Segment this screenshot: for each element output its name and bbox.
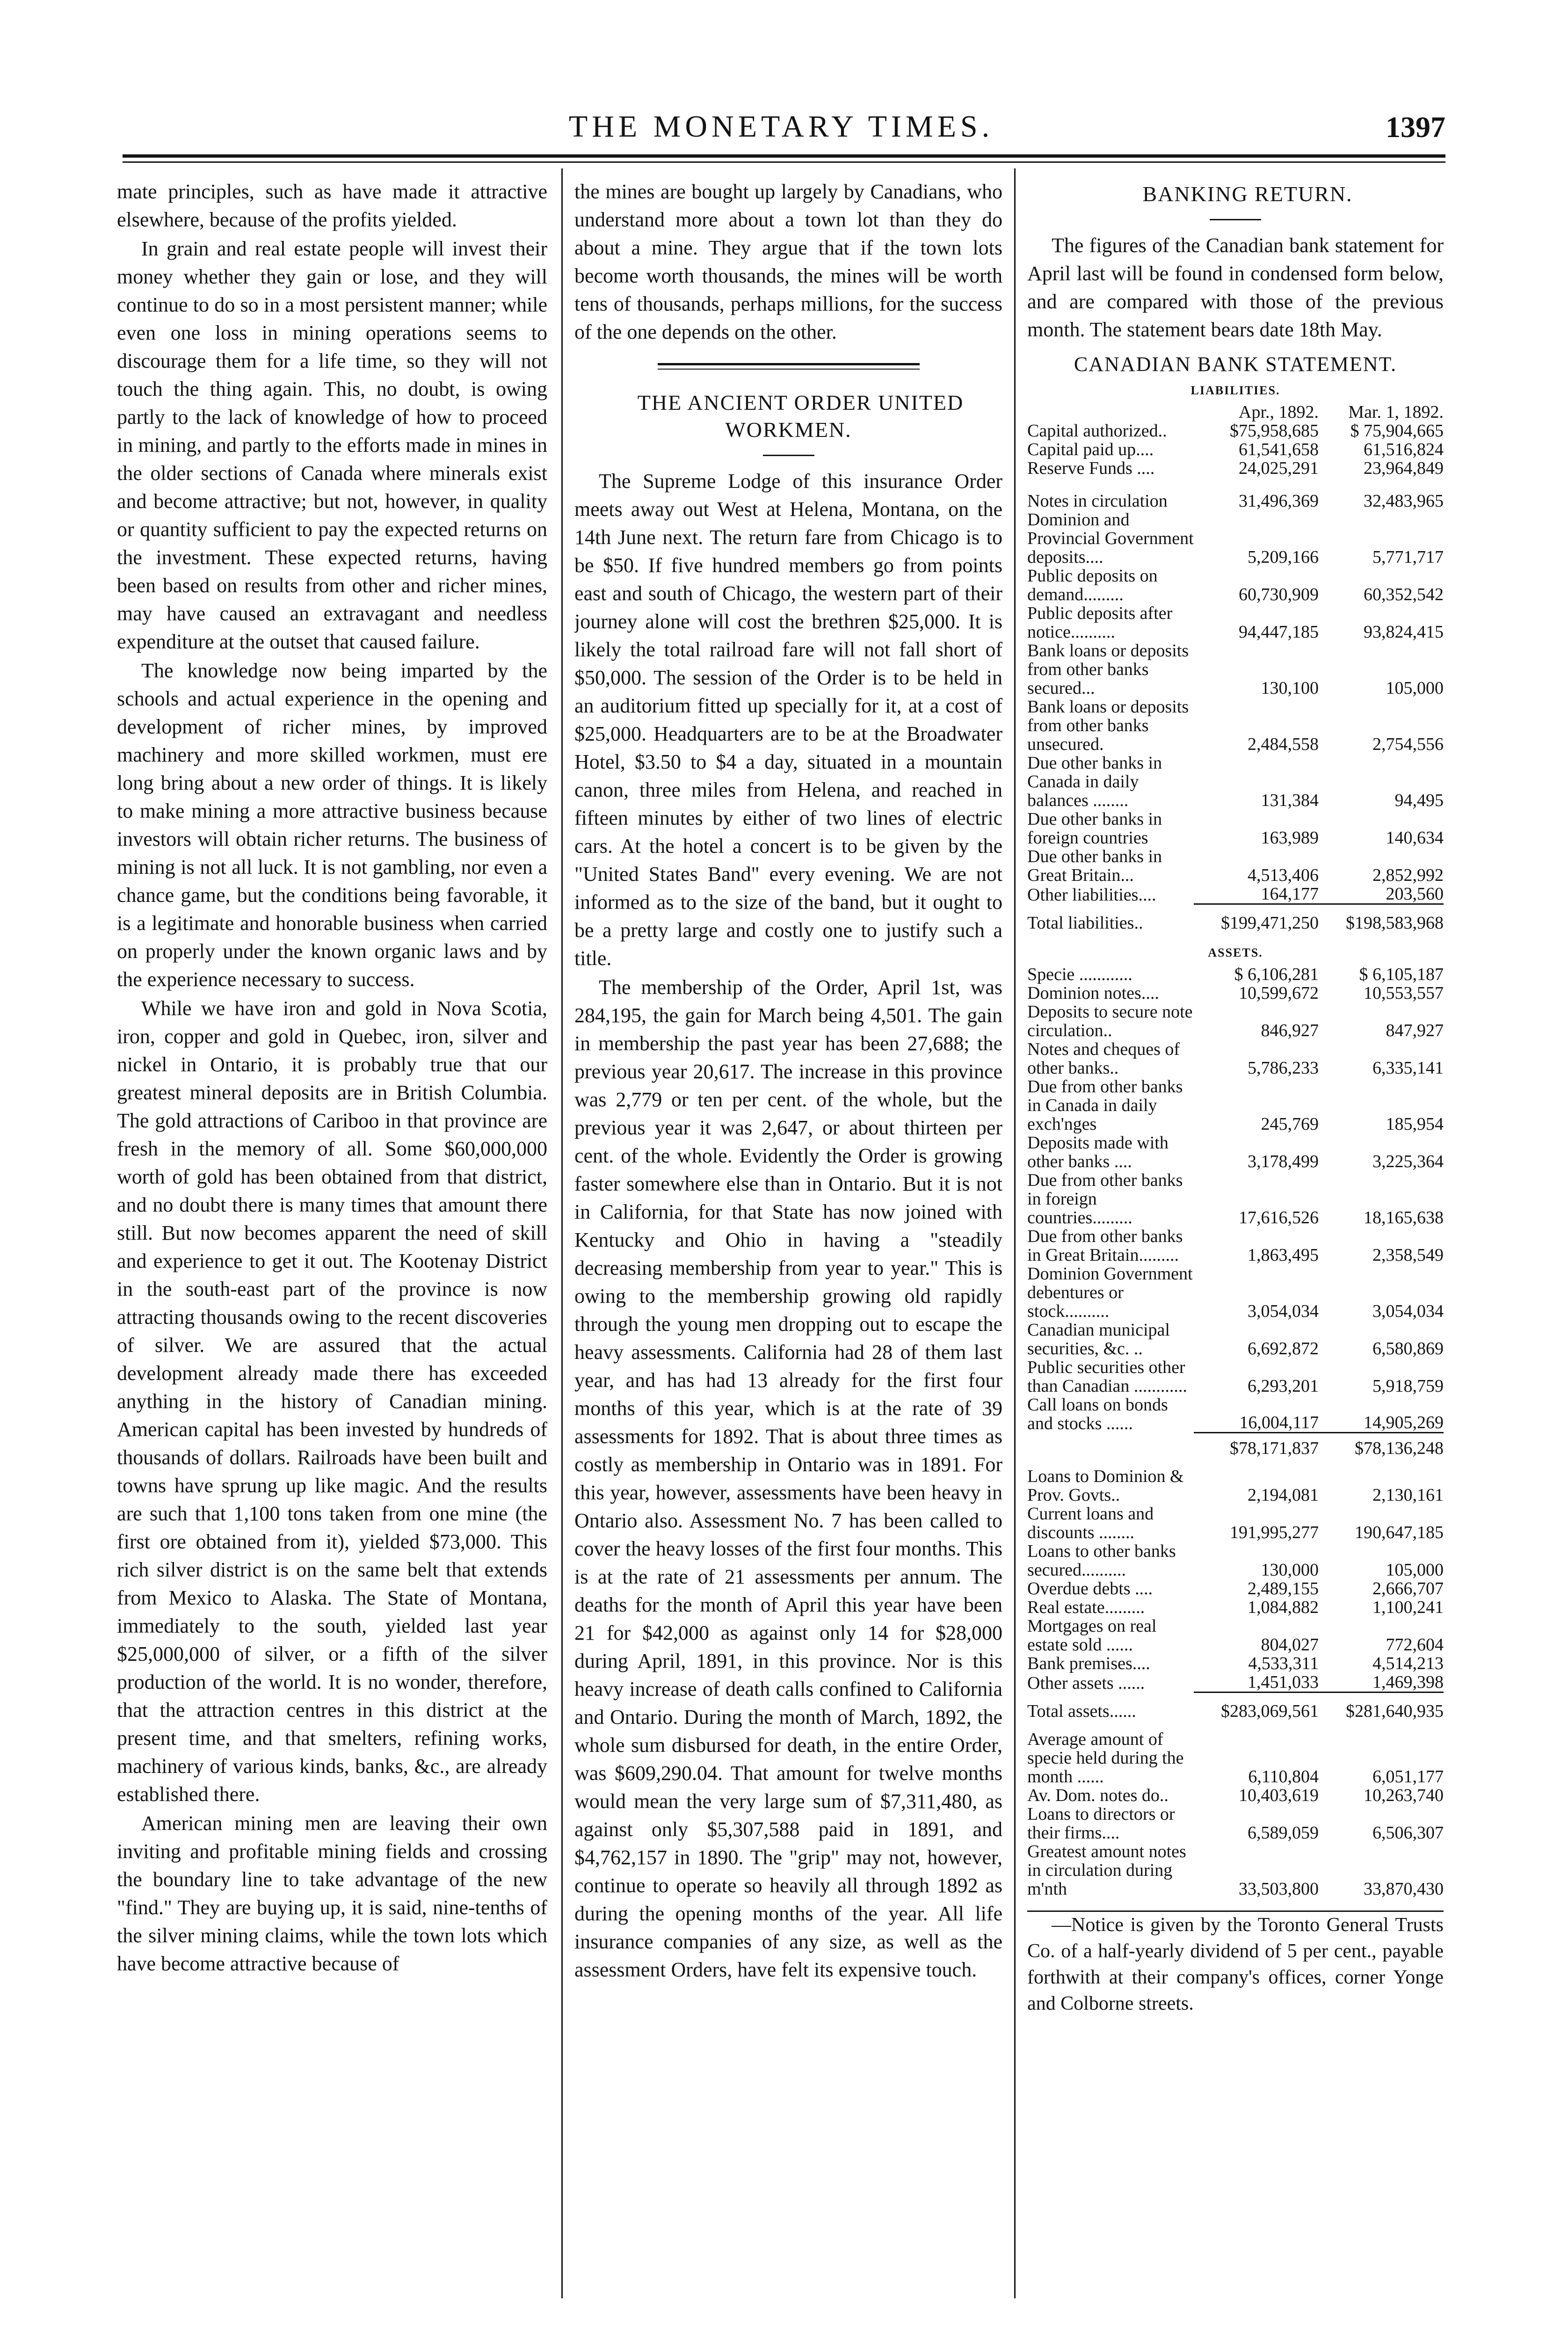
value-april: 17,616,526 bbox=[1239, 1207, 1319, 1228]
table-row bbox=[1027, 604, 1444, 641]
value-april: 2,489,155 bbox=[1248, 1579, 1319, 1598]
row-label: Specie ............ bbox=[1027, 964, 1132, 984]
table-row bbox=[1027, 965, 1444, 984]
row-label: Bank loans or deposits from other banks secured... bbox=[1027, 641, 1189, 698]
value-march: 847,927 bbox=[1386, 1020, 1444, 1040]
value-march: 203,560 bbox=[1386, 884, 1444, 904]
table-row bbox=[1027, 1227, 1444, 1264]
value-april: 130,000 bbox=[1261, 1560, 1319, 1580]
value-march: 2,666,707 bbox=[1372, 1579, 1444, 1598]
table-row bbox=[1027, 1654, 1444, 1673]
paragraph: American mining men are leaving their own inviting and profitable mining fields and crossing the boundary line to take advantage of the new "find." They are buying up, it is said, nine-tenths of the silver mining claims, while the town lots which have become attractive because of bbox=[117, 1812, 547, 1975]
value-april: 5,209,166 bbox=[1248, 547, 1319, 567]
value-april: 131,384 bbox=[1261, 791, 1319, 810]
table-row bbox=[1027, 1133, 1444, 1171]
value-april: 2,484,558 bbox=[1248, 734, 1319, 754]
value-april: 164,177 bbox=[1261, 884, 1319, 904]
table-row bbox=[1027, 1395, 1444, 1433]
value-april: 6,589,059 bbox=[1248, 1823, 1319, 1843]
row-label: Deposits to secure note circulation.. bbox=[1027, 1002, 1193, 1040]
value-april: 3,054,034 bbox=[1248, 1301, 1319, 1321]
masthead-title: THE MONETARY TIMES. bbox=[568, 109, 994, 144]
table-row bbox=[1027, 984, 1444, 1002]
subtotal-row bbox=[1027, 1433, 1444, 1467]
value-march: 18,165,638 bbox=[1364, 1207, 1444, 1228]
value-march: 105,000 bbox=[1386, 1560, 1444, 1580]
row-label: Mortgages on real estate sold ...... bbox=[1027, 1616, 1157, 1655]
value-march: 6,580,869 bbox=[1372, 1338, 1444, 1358]
row-label: Total liabilities.. bbox=[1027, 913, 1143, 933]
column-divider-1 bbox=[561, 168, 563, 2298]
row-label: Due from other banks in foreign countries......... bbox=[1027, 1170, 1183, 1228]
value-march: 94,495 bbox=[1394, 791, 1444, 810]
table-title: CANADIAN BANK STATEMENT. bbox=[1074, 353, 1397, 376]
paragraph: the mines are bought up largely by Canadians, who understand more about a town lot than they do about a mine. They argue that if the town lots become worth thousands, the mines will be worth tens of thousands, perhaps millions, for the success of the one depends on the other. bbox=[574, 180, 1002, 343]
value-april: 2,194,081 bbox=[1248, 1485, 1319, 1505]
paragraph: mate principles, such as have made it attractive elsewhere, because of the profits yielded. bbox=[117, 180, 547, 231]
article-headline: THE ANCIENT ORDER UNITED WORKMEN. bbox=[637, 391, 964, 442]
total-row bbox=[1027, 1693, 1444, 1730]
row-label: Total assets...... bbox=[1027, 1701, 1136, 1721]
value-april: 130,100 bbox=[1261, 678, 1319, 698]
table-row bbox=[1027, 567, 1444, 604]
row-label: Notes in circulation bbox=[1027, 491, 1168, 511]
value-april: 31,496,369 bbox=[1239, 491, 1319, 511]
row-label: Loans to other banks secured.......... bbox=[1027, 1541, 1176, 1580]
table-row bbox=[1027, 1730, 1444, 1786]
table-row bbox=[1027, 440, 1444, 459]
value-march: 140,634 bbox=[1386, 828, 1444, 848]
value-march: 14,905,269 bbox=[1364, 1413, 1444, 1432]
table-row bbox=[1027, 1264, 1444, 1321]
masthead-rule-thin bbox=[123, 161, 1445, 163]
row-label: Other assets ...... bbox=[1027, 1673, 1145, 1693]
row-label: Notes and cheques of other banks.. bbox=[1027, 1039, 1180, 1078]
headline-rule bbox=[1210, 219, 1261, 220]
row-label: Real estate......... bbox=[1027, 1598, 1145, 1617]
value-april: 4,533,311 bbox=[1248, 1654, 1319, 1673]
value-april: 10,599,672 bbox=[1239, 983, 1319, 1003]
value-march: $ 6,105,187 bbox=[1359, 964, 1444, 984]
paragraph: In grain and real estate people will invest their money whether they gain or lose, and they will continue to do so in a most persistent manner; while even one loss in mining operations seems to discourage them for a life time, so they will not touch the thing again. This, no doubt, is owing partly to the lack of knowledge of how to proceed in mining, and partly to the efforts made in mines in the older sections of Canada where minerals exist and become attractive; but not, however, in quality or quantity sufficient to pay the expected returns on the investment. These expected returns, having been based on results from other and richer mines, may have caused an extravagant and needless expenditure at the outset that caused failure. bbox=[117, 237, 547, 653]
column-header: Mar. 1, 1892. bbox=[1348, 402, 1444, 422]
value-march: 1,469,398 bbox=[1372, 1672, 1444, 1692]
column-banking-return bbox=[1027, 178, 1444, 2292]
value-march: 5,918,759 bbox=[1372, 1376, 1444, 1396]
row-label: Due from other banks in Canada in daily exch'nges bbox=[1027, 1076, 1183, 1134]
value-march: 23,964,849 bbox=[1364, 458, 1444, 478]
row-label: Call loans on bonds and stocks ...... bbox=[1027, 1395, 1168, 1433]
total-row bbox=[1027, 904, 1444, 942]
value-march: 10,553,557 bbox=[1364, 983, 1444, 1003]
paragraph: While we have iron and gold in Nova Scotia, iron, copper and gold in Quebec, iron, silver and nickel in Ontario, it is probably true that our greatest mineral deposits are in British Columbia. The gold attractions of Cariboo in that province are fresh in the memory of all. Some $60,000,000 worth of gold has been obtained from that district, and no doubt there is many times that amount there still. But now becomes apparent the need of skill and experience to get it out. The Kootenay District in the south-east part of the province is now attracting thousands owing to the recent discoveries of silver. We are assured that the actual development already made there has exceeded anything in the history of Canadian mining. American capital has been invested by hundreds of thousands of dollars. Railroads have been built and towns have sprung up like magic. And the results are such that 1,100 tons taken from one mine (the first ore obtained from it), yielded $73,000. This rich silver district is on the same belt that extends from Mexico to Alaska. The State of Montana, immediately to the south, yielded last year $25,000,000 of silver, or a fifth of the silver production of the world. It is no wonder, therefore, that the attraction centres in this district at the present time, and that smelters, refining works, machinery of various kinds, banks, &c., are already established there. bbox=[117, 997, 547, 1806]
row-label: Due other banks in Great Britain... bbox=[1027, 847, 1162, 885]
row-label: Dominion and Provincial Government deposits.... bbox=[1027, 510, 1194, 567]
bank-statement-table bbox=[1027, 403, 1444, 942]
page-number: 1397 bbox=[1386, 110, 1445, 144]
paragraph: The Supreme Lodge of this insurance Order meets away out West at Helena, Montana, on the 14th June next. The return fare from Chicago is to be $50. If five hundred members go from points east and south of Chicago, the western part of their journey alone will cost the brethren $25,000. It is likely the total railroad fare will not fall short of $50,000. The session of the Order is to be held in an auditorium fitted up specially for it, at a cost of $25,000. Headquarters are to be at the Broadwater Hotel, $3.50 to $4 a day, situated in a mountain canon, three miles from Helena, and reached in fifteen minutes by either of two lines of electric cars. At the hotel a concert is to be given by the "United States Band" every evening. We are not informed as to the size of the band, but it ought to be a pretty large and costly one to justify such a title. bbox=[574, 470, 1002, 970]
value-april: 6,110,804 bbox=[1248, 1766, 1319, 1787]
column-divider-2 bbox=[1014, 168, 1016, 2298]
row-label: Reserve Funds .... bbox=[1027, 458, 1155, 478]
table-row bbox=[1027, 1617, 1444, 1654]
table-row bbox=[1027, 1002, 1444, 1040]
value-april: $78,171,837 bbox=[1194, 1433, 1319, 1467]
value-march: 93,824,415 bbox=[1364, 622, 1444, 642]
row-label: Bank premises.... bbox=[1027, 1654, 1150, 1673]
row-label: Deposits made with other banks .... bbox=[1027, 1133, 1169, 1171]
row-label: Current loans and discounts ........ bbox=[1027, 1504, 1154, 1542]
value-march: 5,771,717 bbox=[1372, 547, 1444, 567]
table-row bbox=[1027, 1040, 1444, 1077]
value-april: 191,995,277 bbox=[1230, 1523, 1319, 1542]
value-april: 245,769 bbox=[1261, 1114, 1319, 1134]
row-label: Public securities other than Canadian ............ bbox=[1027, 1357, 1187, 1396]
value-march: 6,335,141 bbox=[1372, 1058, 1444, 1078]
value-april: $ 6,106,281 bbox=[1234, 964, 1319, 984]
paragraph: The figures of the Canadian bank statement for April last will be found in condensed form below, and are compared with those of the previous month. The statement bears date 18th May. bbox=[1027, 234, 1444, 341]
row-label: Loans to directors or their firms.... bbox=[1027, 1804, 1175, 1843]
table-row bbox=[1027, 697, 1444, 754]
table-row bbox=[1027, 1504, 1444, 1542]
value-april: 60,730,909 bbox=[1239, 585, 1319, 604]
masthead-rule-thick bbox=[123, 154, 1445, 158]
table-row bbox=[1027, 421, 1444, 440]
liabilities-heading: LIABILITIES. bbox=[1191, 384, 1280, 397]
value-april: 4,513,406 bbox=[1248, 865, 1319, 885]
bank-assets-table bbox=[1027, 965, 1444, 1898]
row-label: Greatest amount notes in circulation during m'nth bbox=[1027, 1841, 1186, 1899]
value-april: $75,958,685 bbox=[1230, 421, 1319, 441]
value-march: $281,640,935 bbox=[1319, 1693, 1444, 1730]
value-march: 105,000 bbox=[1386, 678, 1444, 698]
section-divider bbox=[658, 363, 920, 370]
value-march: 2,358,549 bbox=[1372, 1245, 1444, 1265]
value-april: 163,989 bbox=[1261, 828, 1319, 848]
value-april: 846,927 bbox=[1261, 1020, 1319, 1040]
value-march: 2,852,992 bbox=[1372, 865, 1444, 885]
row-label bbox=[1027, 1433, 1194, 1467]
table-row bbox=[1027, 1673, 1444, 1693]
value-march: 185,954 bbox=[1386, 1114, 1444, 1134]
row-label: Due other banks in foreign countries bbox=[1027, 809, 1162, 848]
value-march: $78,136,248 bbox=[1319, 1433, 1444, 1467]
value-april: $283,069,561 bbox=[1194, 1693, 1319, 1730]
table-row bbox=[1027, 1171, 1444, 1227]
table-row bbox=[1027, 1467, 1444, 1504]
table-header-row bbox=[1027, 403, 1444, 421]
value-march: $198,583,968 bbox=[1319, 904, 1444, 942]
paragraph: The knowledge now being imparted by the schools and actual experience in the opening and development of richer mines, by improved machinery and more skilled workmen, must ere long bring about a new order of things. It is likely to make mining a more attractive business because investors will obtain richer returns. The business of mining is not all luck. It is not gambling, nor even a chance game, but the conditions being favorable, it is a legitimate and honorable business when carried on properly under the known organic laws and by the experience necessary to success. bbox=[117, 659, 547, 991]
row-label: Capital authorized.. bbox=[1027, 421, 1167, 441]
column-header: Apr., 1892. bbox=[1239, 402, 1319, 422]
value-april: 33,503,800 bbox=[1239, 1879, 1319, 1899]
value-april: 1,451,033 bbox=[1248, 1672, 1319, 1692]
paragraph: The membership of the Order, April 1st, was 284,195, the gain for March being 4,501. The gain in membership the past year has been 27,688; the previous year 20,617. The increase in this province was 2,779 or ten per cent. of the whole, but the previous year it was 2,647, or about thirteen per cent. of the whole. Evidently the Order is growing faster somewhere else than in Ontario. But it is not in California, for that State has now joined with Kentucky and Ohio in having a "steadily decreasing membership from year to year." This is owing to the membership growing old rapidly through the young men dropping out to escape the heavy assessments. California had 28 of them last year, and has had 13 already for the first four months of this year, which is at the rate of 39 assessments for 1892. That is about three times as costly as membership in Ontario was in 1891. For this year, however, assessments have been heavy in Ontario also. Assessment No. 7 has been called to cover the heavy losses of the first four months. This is at the rate of 21 assessments per annum. The deaths for the month of April this year have been 21 for $42,000 as against only 14 for $28,000 during April, 1891, in this province. Nor is this heavy increase of death calls confined to California and Ontario. During the month of March, 1892, the whole sum disbursed for death, in the entire Order, was $609,290.04. That amount for twelve months would mean the very large sum of $7,311,480, as against only $5,307,588 paid in 1891, and $4,762,157 in 1890. The "grip" may not, however, continue to operate so heavily all through 1892 as during the opening months of the year. All life insurance companies of any size, as well as the assessment Orders, have felt its expensive touch. bbox=[574, 976, 1002, 1981]
row-label: Loans to Dominion & Prov. Govts.. bbox=[1027, 1467, 1184, 1505]
row-label: Public deposits on demand......... bbox=[1027, 566, 1158, 604]
row-label: Average amount of specie held during the month ...... bbox=[1027, 1729, 1184, 1787]
value-april: 24,025,291 bbox=[1239, 458, 1319, 478]
row-label: Public deposits after notice.......... bbox=[1027, 603, 1173, 642]
row-label: Due other banks in Canada in daily balances ........ bbox=[1027, 753, 1162, 810]
headline-rule bbox=[763, 455, 814, 456]
table-row bbox=[1027, 478, 1444, 510]
table-row bbox=[1027, 754, 1444, 810]
row-label: Other liabilities.... bbox=[1027, 885, 1156, 905]
table-row bbox=[1027, 1842, 1444, 1898]
value-april: 3,178,499 bbox=[1248, 1151, 1319, 1171]
column-aouw-article bbox=[574, 178, 1002, 2292]
value-march: $ 75,904,665 bbox=[1350, 421, 1444, 441]
table-row bbox=[1027, 1321, 1444, 1358]
value-april: 16,004,117 bbox=[1239, 1413, 1319, 1432]
value-march: 2,130,161 bbox=[1372, 1485, 1444, 1505]
table-row bbox=[1027, 459, 1444, 478]
value-march: 4,514,213 bbox=[1372, 1654, 1444, 1673]
value-march: 33,870,430 bbox=[1364, 1879, 1444, 1899]
value-march: 6,506,307 bbox=[1372, 1823, 1444, 1843]
assets-heading: ASSETS. bbox=[1208, 945, 1263, 959]
row-label: Dominion Government debentures or stock.......... bbox=[1027, 1264, 1193, 1321]
value-march: 3,054,034 bbox=[1372, 1301, 1444, 1321]
value-march: 772,604 bbox=[1386, 1635, 1444, 1655]
value-march: 3,225,364 bbox=[1372, 1151, 1444, 1171]
row-label: Canadian municipal securities, &c. .. bbox=[1027, 1320, 1170, 1358]
value-april: 1,863,495 bbox=[1248, 1245, 1319, 1265]
value-april: 61,541,658 bbox=[1239, 440, 1319, 459]
value-april: 1,084,882 bbox=[1248, 1598, 1319, 1617]
table-row bbox=[1027, 1805, 1444, 1842]
value-march: 190,647,185 bbox=[1355, 1523, 1444, 1542]
banking-return-headline: BANKING RETURN. bbox=[1142, 182, 1353, 206]
dividend-notice: —Notice is given by the Toronto General Trusts Co. of a half-yearly dividend of 5 per cent., payable forthwith at their company's offices, corner Yonge and Colborne streets. bbox=[1027, 1914, 1444, 2014]
value-march: 6,051,177 bbox=[1372, 1766, 1444, 1787]
table-row bbox=[1027, 1358, 1444, 1395]
table-row bbox=[1027, 1077, 1444, 1133]
value-march: 2,754,556 bbox=[1372, 734, 1444, 754]
row-label: Due from other banks in Great Britain......... bbox=[1027, 1226, 1183, 1265]
value-march: 60,352,542 bbox=[1364, 585, 1444, 604]
table-row bbox=[1027, 847, 1444, 885]
table-row bbox=[1027, 1542, 1444, 1579]
masthead bbox=[117, 105, 1445, 157]
row-label: Overdue debts .... bbox=[1027, 1579, 1153, 1598]
row-label: Av. Dom. notes do.. bbox=[1027, 1785, 1169, 1805]
column-mining-article bbox=[117, 178, 547, 2292]
row-label: Bank loans or deposits from other banks unsecured. bbox=[1027, 697, 1189, 754]
value-april: 6,692,872 bbox=[1248, 1338, 1319, 1358]
value-april: 10,403,619 bbox=[1239, 1785, 1319, 1805]
value-april: 5,786,233 bbox=[1248, 1058, 1319, 1078]
table-row bbox=[1027, 641, 1444, 697]
table-row bbox=[1027, 810, 1444, 847]
row-label: Capital paid up.... bbox=[1027, 440, 1154, 459]
value-march: 10,263,740 bbox=[1364, 1785, 1444, 1805]
row-label: Dominion notes.... bbox=[1027, 983, 1159, 1003]
value-april: 804,027 bbox=[1261, 1635, 1319, 1655]
table-row bbox=[1027, 885, 1444, 904]
value-march: 61,516,824 bbox=[1364, 440, 1444, 459]
table-row bbox=[1027, 1786, 1444, 1805]
table-row bbox=[1027, 510, 1444, 567]
table-row bbox=[1027, 1579, 1444, 1598]
table-row bbox=[1027, 1598, 1444, 1617]
value-march: 1,100,241 bbox=[1372, 1598, 1444, 1617]
value-april: $199,471,250 bbox=[1194, 904, 1319, 942]
value-march: 32,483,965 bbox=[1364, 491, 1444, 511]
value-april: 6,293,201 bbox=[1248, 1376, 1319, 1396]
value-april: 94,447,185 bbox=[1239, 622, 1319, 642]
